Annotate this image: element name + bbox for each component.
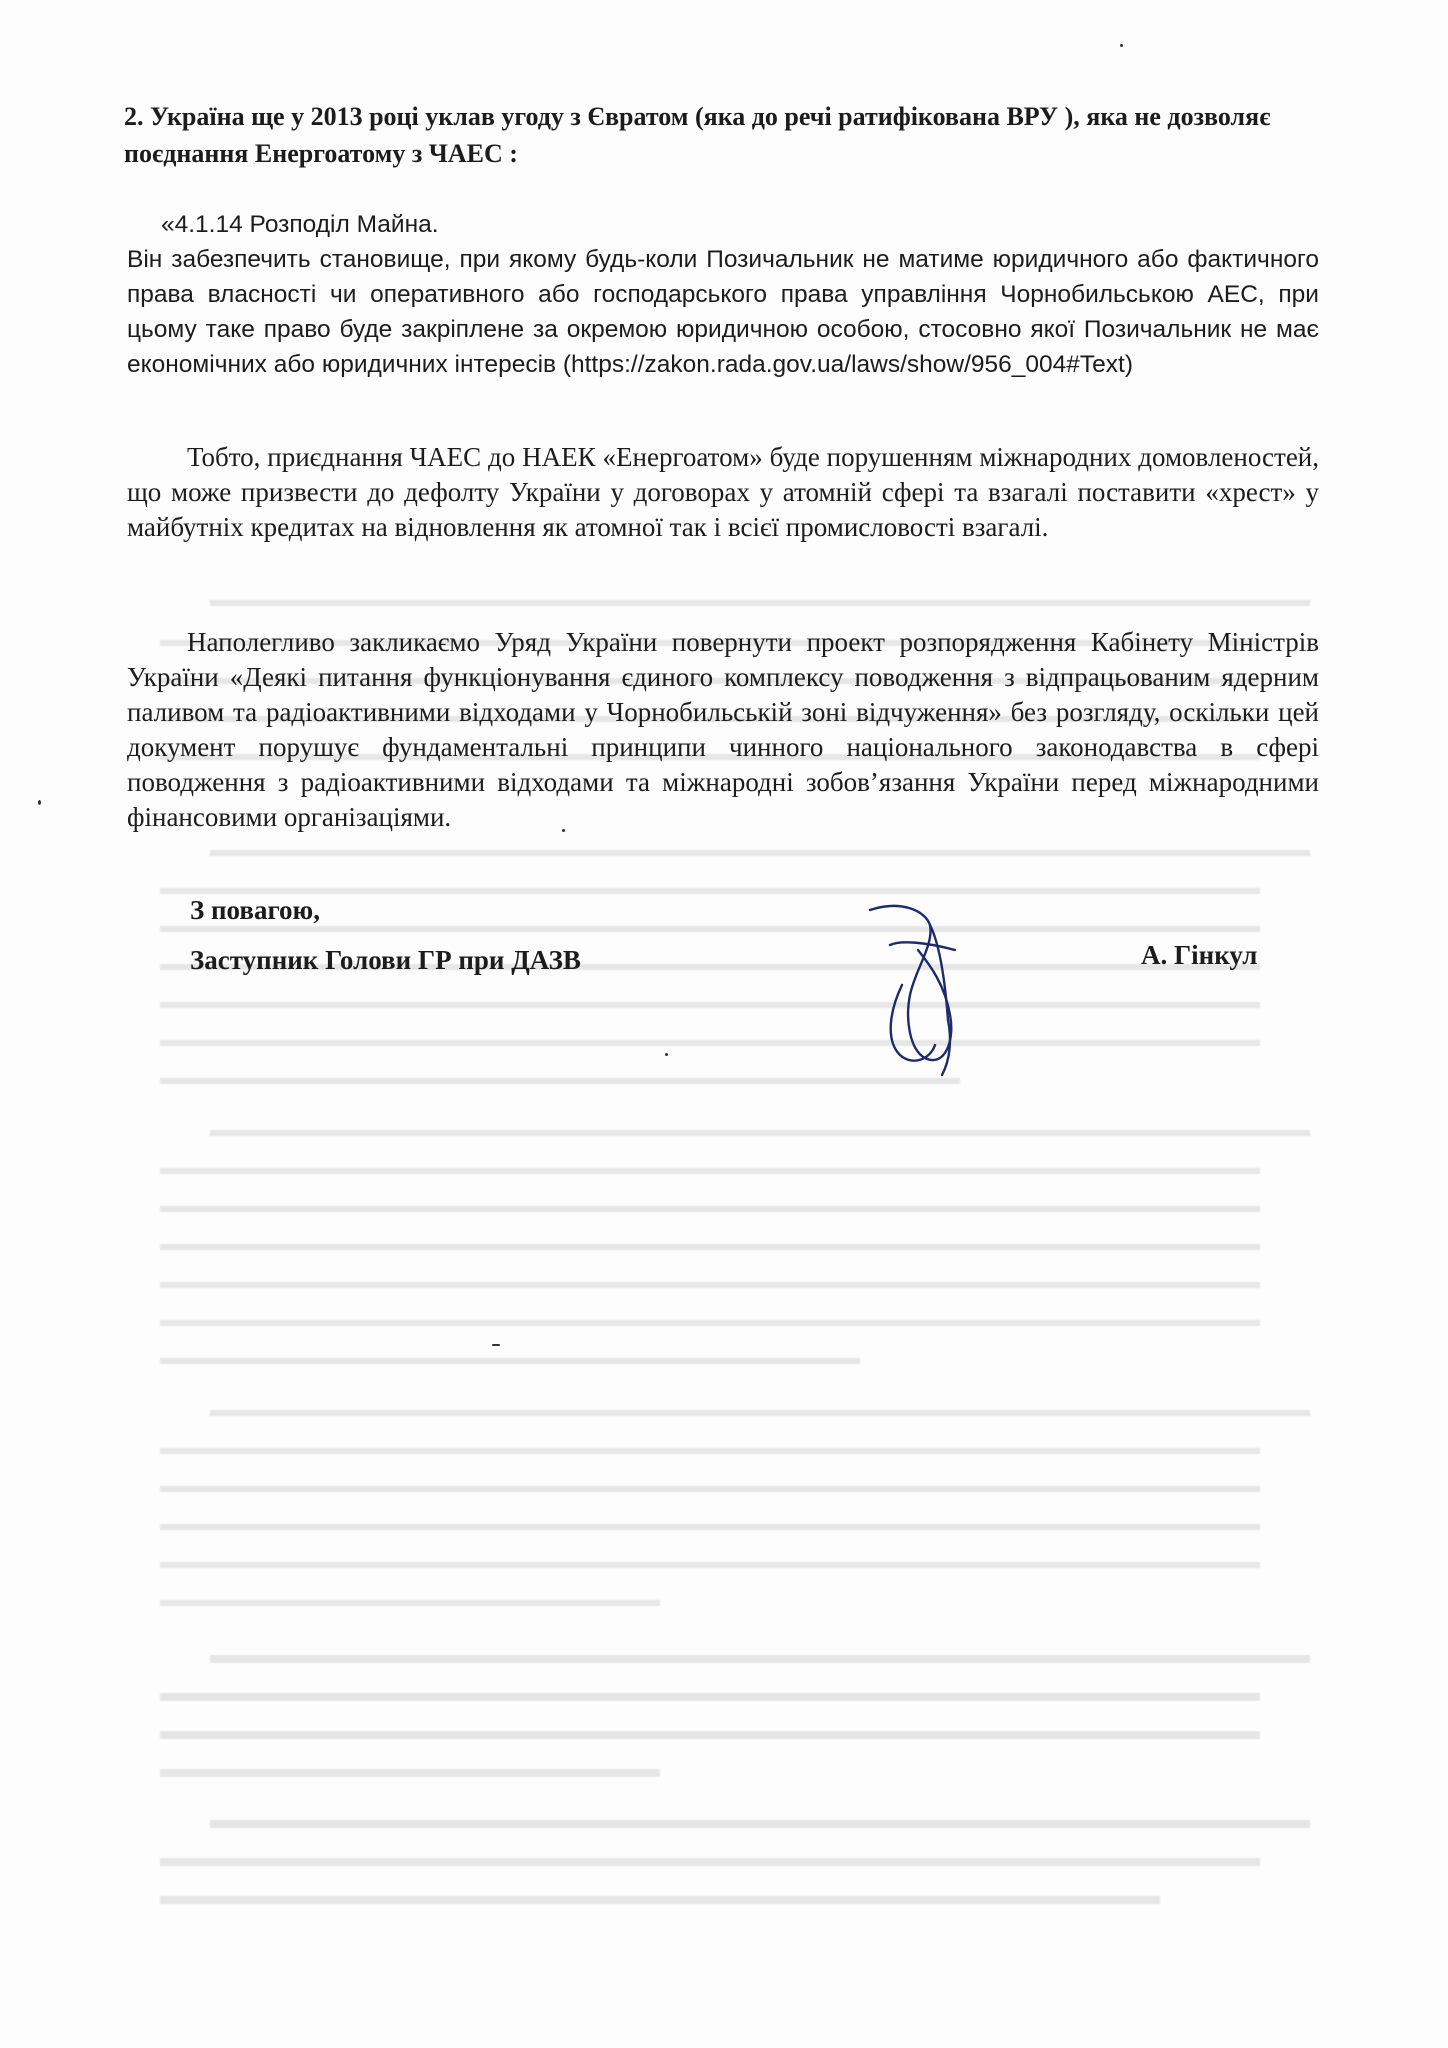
signatory-name: А. Гінкул	[1141, 940, 1258, 970]
closing-salutation: З повагою,	[190, 895, 320, 925]
section-heading: 2. Україна ще у 2013 році уклав угоду з Євратом (яка до речі ратифікована ВРУ ), яка не дозволяє поєднання Енергоатому з ЧАЕС :	[124, 102, 1271, 168]
scan-speck	[562, 829, 565, 832]
treaty-quote	[127, 207, 1319, 382]
handwritten-signature	[830, 890, 1030, 1080]
signatory-title: Заступник Голови ГР при ДАЗВ	[190, 945, 581, 975]
paragraph-consequences: Тобто, приєднання ЧАЕС до НАЕК «Енергоатом» буде порушенням міжнародних домовленостей, що може призвести до дефолту України у договорах у атомній сфері та взагалі поставити «хрест» у майбутніх кредитах на відновлення як атомної так і всієї промисловості взагалі.	[127, 442, 1319, 542]
scan-speck	[38, 800, 41, 805]
scan-speck	[1120, 44, 1123, 47]
scan-speck	[492, 1344, 500, 1346]
quote-clause-title: «4.1.14 Розподіл Майна.	[161, 211, 439, 238]
scan-speck	[665, 1053, 668, 1056]
paragraph-appeal: Наполегливо закликаємо Уряд України повернути проект розпорядження Кабінету Міністрів України «Деякі питання функціонування єдиного комплексу поводження з відпрацьованим ядерним паливом та радіоактивними відходами у Чорнобильській зоні відчуження» без розгляду, оскільки цей документ порушує фундаментальні принципи чинного національного законодавства в сфері поводження з радіоактивними відходами та міжнародні зобов’язання України перед міжнародними фінансовими організаціями.	[127, 627, 1319, 832]
quote-clause-body: Він забезпечить становище, при якому будь-коли Позичальник не матиме юридичного або фактичного права власності чи оперативного або господарського права управління Чорнобильською АЕС, при цьому таке право буде закріплене за окремою юридичною особою, стосовно якої Позичальник не має економічних або юридичних інтересів (https://zakon.rada.gov.ua/laws/show/956_004#Text)	[127, 246, 1319, 378]
